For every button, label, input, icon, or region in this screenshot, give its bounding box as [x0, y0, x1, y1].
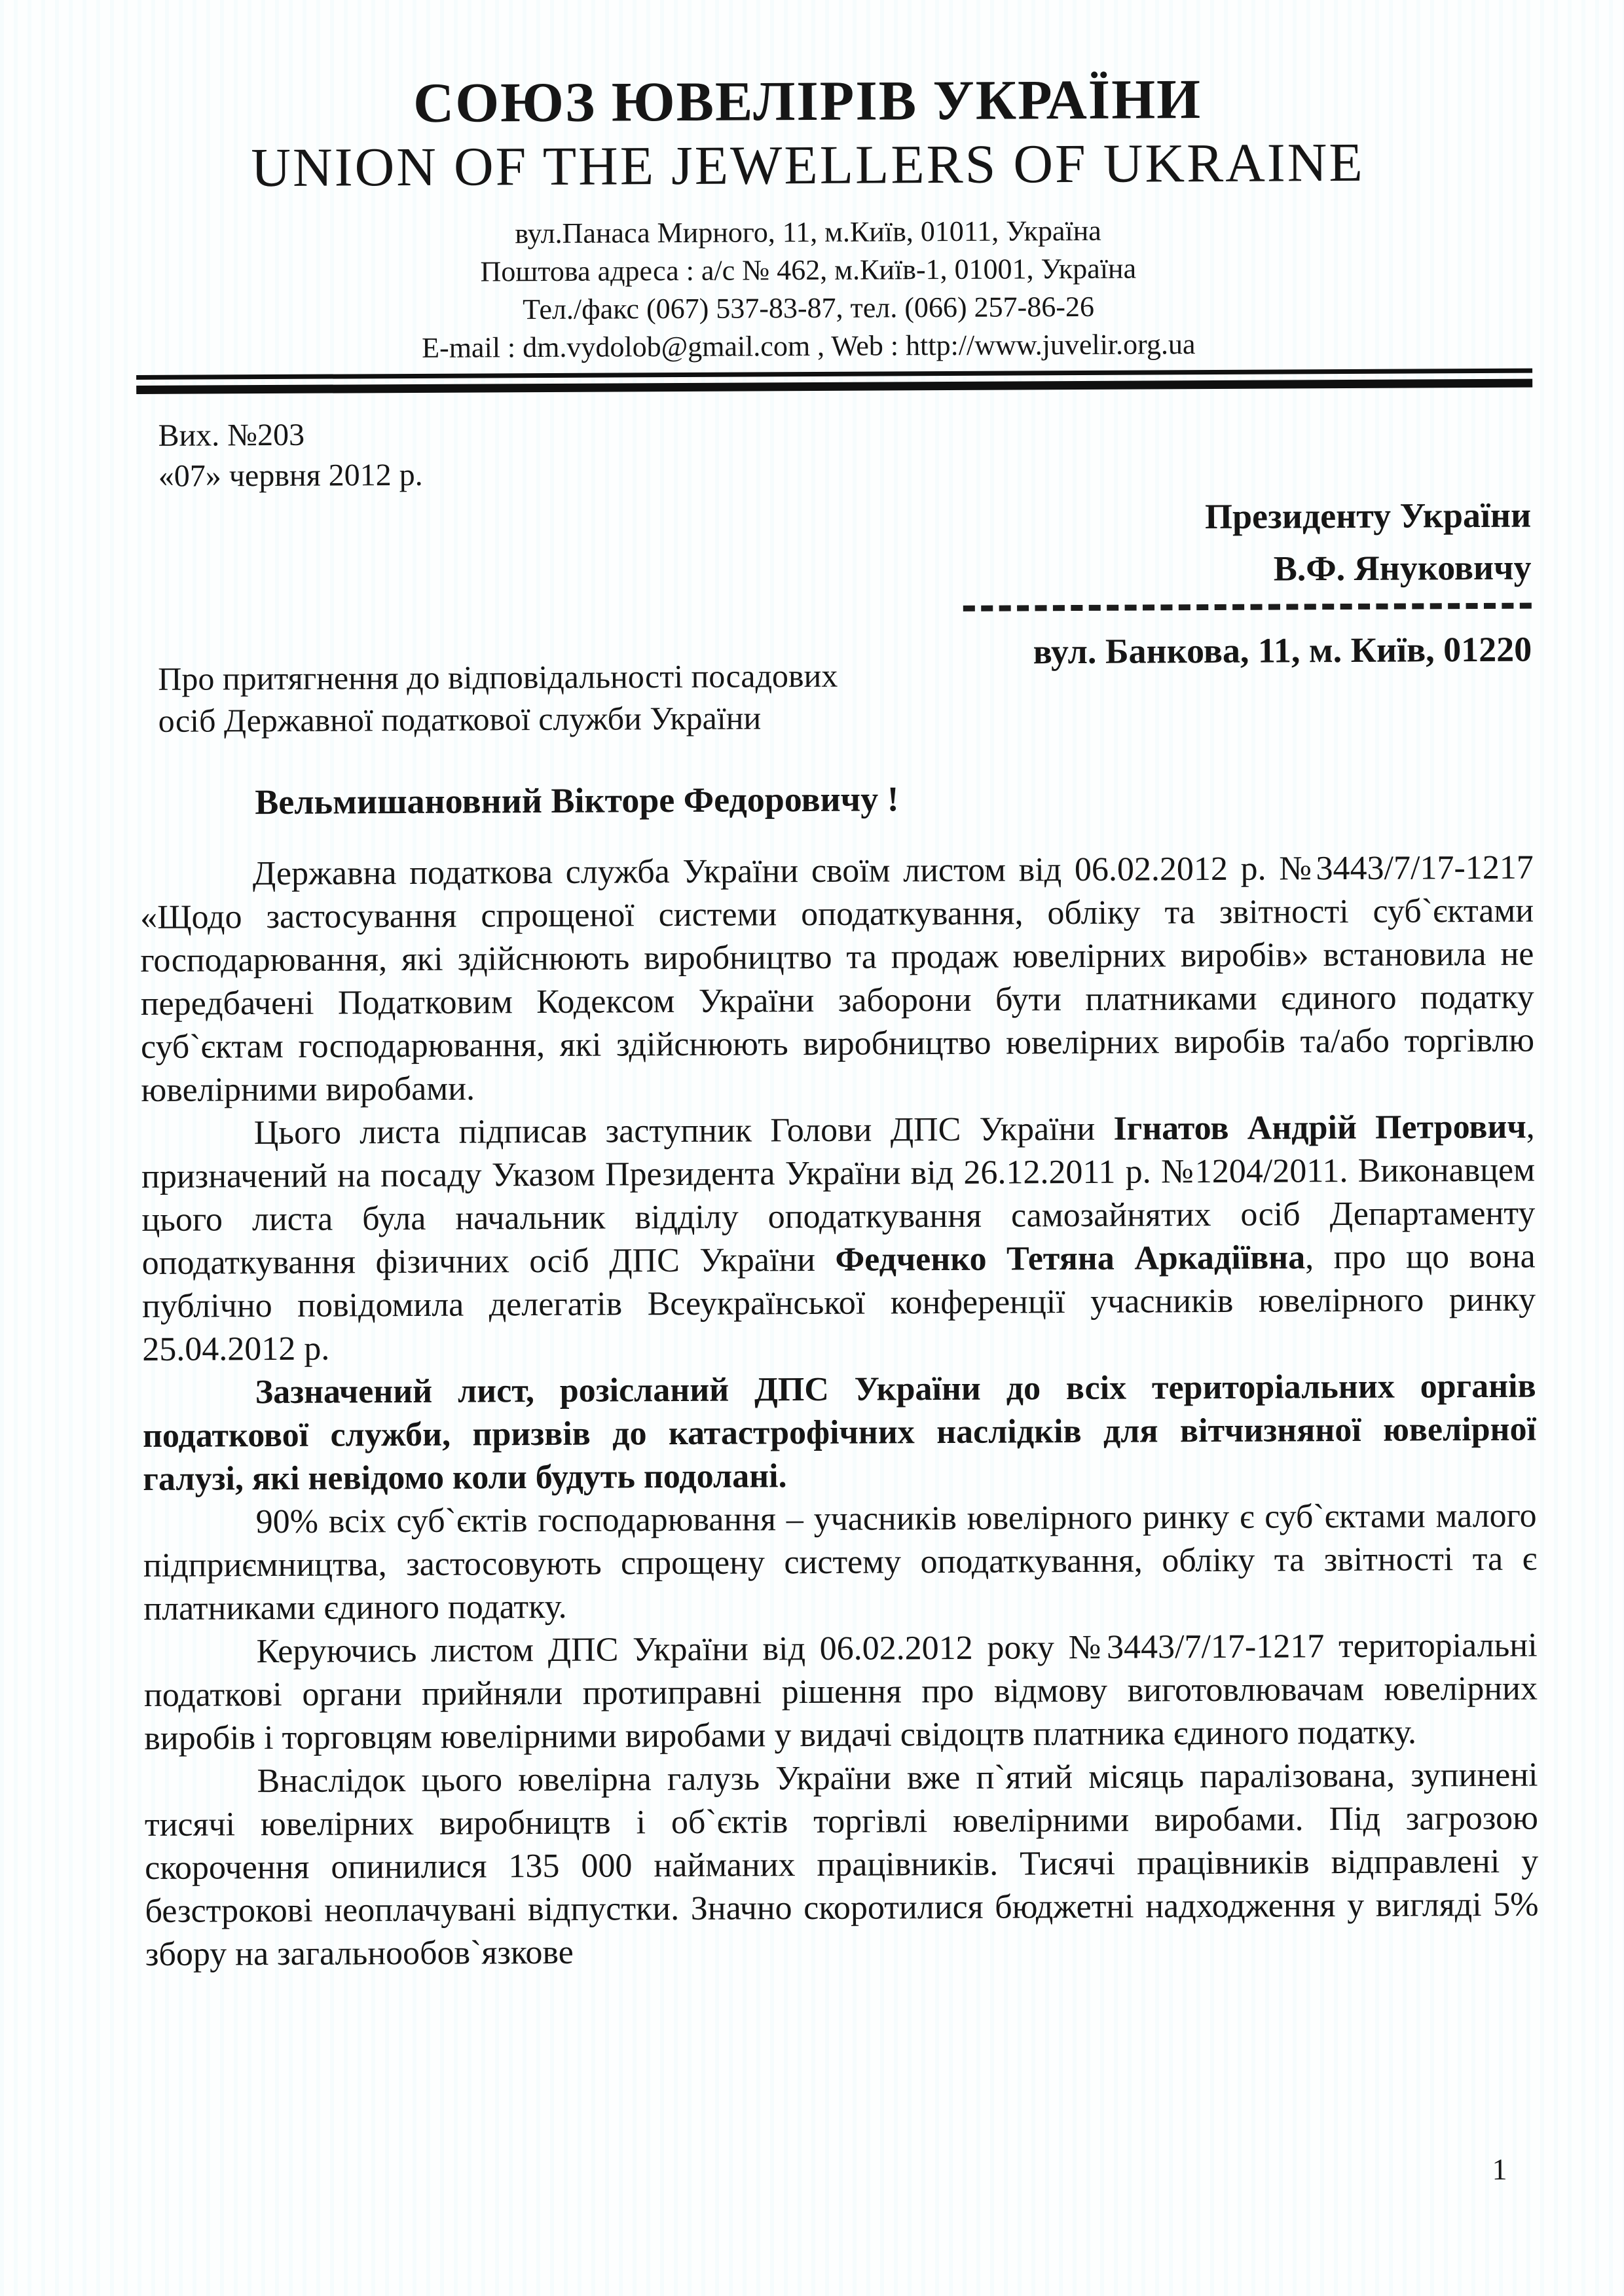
paragraph-1: Державна податкова служба України своїм листом від 06.02.2012 р. №3443/7/17-1217 «Щодо застосування спрощеної системи оподаткування, обліку та звітності суб`єктами господарювання, які здійснюють виробництво та продаж ювелірних виробів» встановила не передбачені Податковим Кодексом України заборони бути платниками єдиного податку суб`єктам господарювання, які здійснюють виробництво ювелірних виробів та/або торгівлю ювелірними виробами.	[139, 848, 1535, 1110]
paragraph-2-bold-name-1: Ігнатов Андрій Петрович	[1113, 1108, 1526, 1148]
letterhead-contacts	[0, 210, 1621, 369]
recipient-address: вул. Банкова, 11, м. Київ, 01220	[1033, 629, 1532, 672]
letterhead-email-web-line: E-mail : dm.vydolob@gmail.com , Web : http://www.juvelir.org.ua	[422, 328, 1196, 364]
letterhead-address-line2: Поштова адреса : а/с № 462, м.Київ-1, 01001, Україна	[480, 252, 1137, 288]
paragraph-2	[141, 1106, 1536, 1372]
reference-block	[158, 414, 422, 497]
recipient-block	[963, 489, 1532, 678]
subject-block	[158, 655, 838, 742]
paragraph-5: Керуючись листом ДПС України від 06.02.2012 року №3443/7/17-1217 територіальні податкові органи прийняли протиправні рішення про відмову виготовлювачам ювелірних виробів і торговцям ювелірними виробами у видачі свідоцтв платника єдиного податку.	[143, 1626, 1538, 1757]
subject-line2: осіб Державної податкової служби України	[158, 699, 762, 739]
paragraph-3-bold: Зазначений лист, розісланий ДПС України до всіх територіальних органів податкової служби, призвів до катастрофічних наслідків для вітчизняної ювелірної галузі, які невідомо коли будуть подолані.	[142, 1367, 1537, 1499]
paragraph-2-text-2: , призначений на посаду Указом Президента України від 26.12.2011 р. №1204/2011. Виконавцем цього листа була начальник відділу оподаткування самозайнятих осіб Департаменту оподаткування фізичних осіб ДПС України	[141, 1108, 1536, 1283]
paragraph-2-text-3: , про що вона публічно повідомила делегатів Всеукраїнської конференції учасників ювелірного ринку 25.04.2012 р.	[141, 1237, 1536, 1369]
outgoing-number: Вих. №203	[158, 417, 305, 453]
letterhead-address-line1: вул.Панаса Мирного, 11, м.Київ, 01011, Україна	[515, 214, 1101, 250]
dashed-separator	[963, 603, 1532, 611]
paragraph-4: 90% всіх суб`єктів господарювання – учасників ювелірного ринку є суб`єктами малого підприємництва, застосовують спрощену систему оподаткування, обліку та звітності та є платниками єдиного податку.	[143, 1497, 1538, 1628]
salutation: Вельмишановний Вікторе Федоровичу !	[255, 779, 899, 822]
paragraph-6: Внаслідок цього ювелірна галузь України вже п`ятий місяць паралізована, зупинені тисячі ювелірних виробництв і об`єктів торгівлі ювелірними виробами. Під загрозою скорочення опинилися 135 000 найманих працівників. Тисячі працівників відправлені у безстрокові неоплачувані відпустки. Значно скоротилися бюджетні надходження у вигляді 5% збору на загальнообов`язкове	[144, 1756, 1539, 1973]
org-name-ukrainian: СОЮЗ ЮВЕЛІРІВ УКРАЇНИ	[413, 67, 1202, 134]
letterhead-phone-line: Тел./факс (067) 537-83-87, тел. (066) 257-86-26	[523, 290, 1095, 326]
letterhead-double-rule	[136, 369, 1532, 394]
recipient-title: Президенту України	[1204, 495, 1532, 537]
letter-date: «07» червня 2012 р.	[158, 457, 423, 494]
org-name-english: UNION OF THE JEWELLERS OF UKRAINE	[251, 132, 1365, 199]
paragraph-2-bold-name-2: Федченко Тетяна Аркадіївна	[835, 1239, 1306, 1279]
page-number: 1	[1492, 2152, 1507, 2186]
subject-line1: Про притягнення до відповідальності посадових	[158, 657, 838, 697]
paragraph-2-text-1: Цього листа підписав заступник Голови ДПС України	[253, 1110, 1114, 1152]
recipient-name: В.Ф. Януковичу	[1273, 547, 1532, 589]
letter-body	[139, 774, 1539, 1977]
